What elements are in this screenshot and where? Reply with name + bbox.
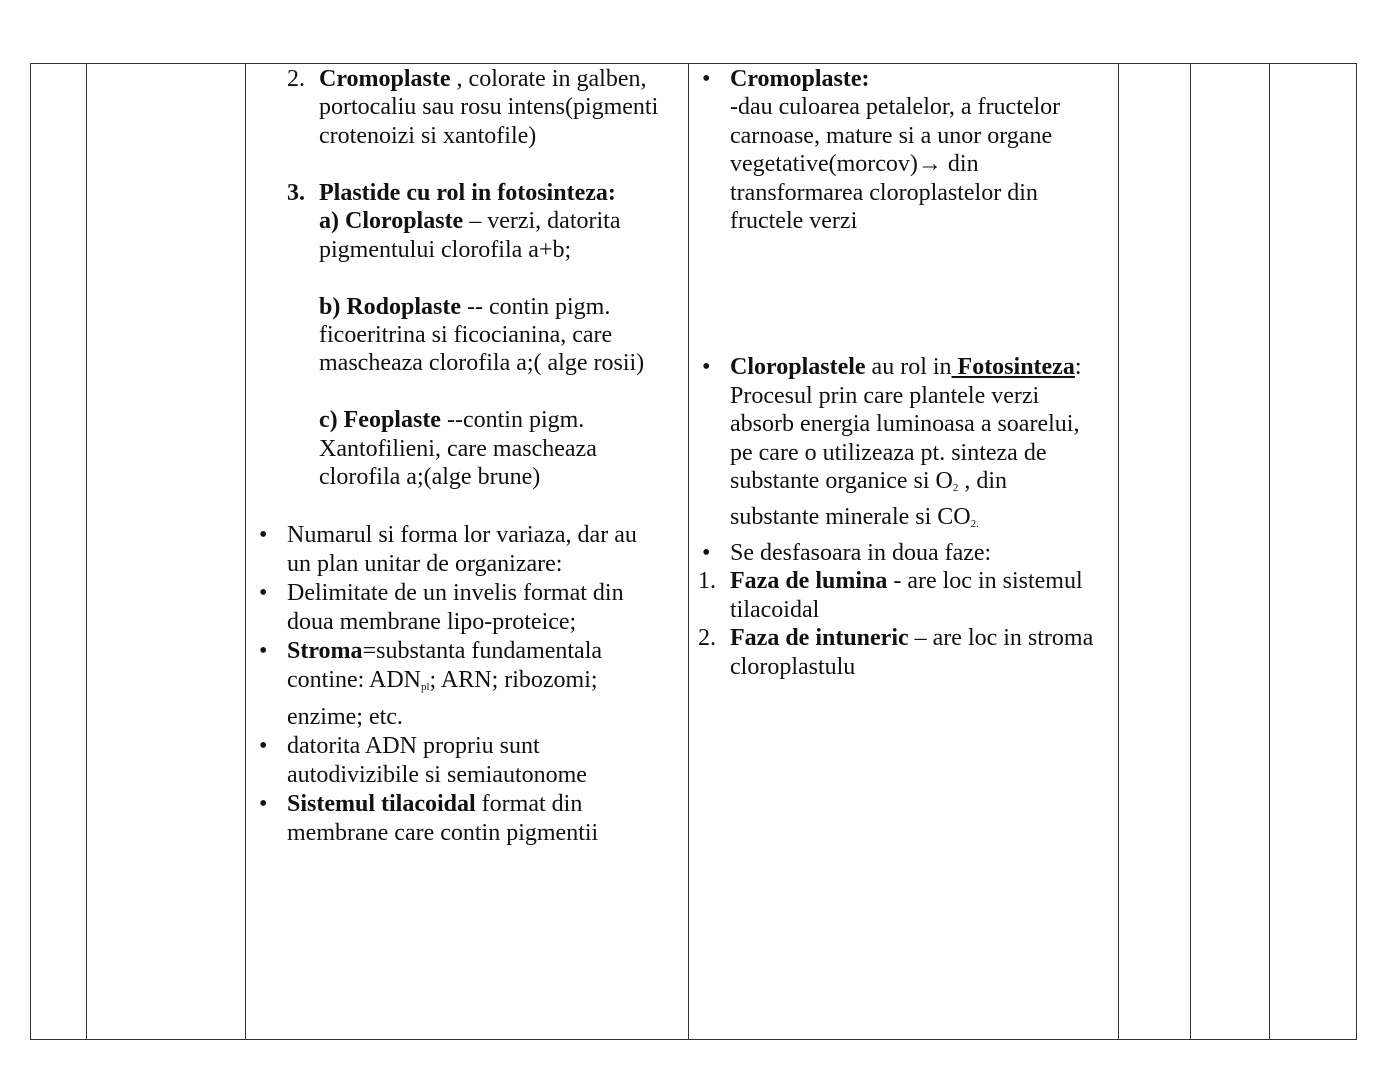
bullet-icon: • xyxy=(259,790,268,817)
bullet-icon: • xyxy=(702,66,711,92)
text: : xyxy=(1074,354,1082,380)
text: carnoase, mature si a unor organe xyxy=(730,122,1053,149)
text: ; ARN; ribozomi; xyxy=(429,667,598,694)
list-item xyxy=(698,624,1094,681)
text: crotenoizi si xantofile) xyxy=(319,122,537,149)
text: absorb energia luminoasa a soarelui, xyxy=(730,411,1080,438)
item-plastide-fotosinteza xyxy=(287,179,645,491)
text: Se desfasoara in doua faze: xyxy=(730,539,992,566)
term: Cromoplaste: xyxy=(730,66,870,92)
text: transformarea cloroplastelor din xyxy=(730,179,1038,206)
list-item xyxy=(259,790,637,848)
list-item xyxy=(259,521,637,579)
text: un plan unitar de organizare: xyxy=(287,551,563,578)
text: – verzi, datorita xyxy=(463,208,621,235)
text: ficoeritrina si ficocianina, care xyxy=(319,321,613,348)
text: tilacoidal xyxy=(730,596,820,623)
cromoplaste-note xyxy=(702,65,1061,235)
text: doua membrane lipo-proteice; xyxy=(287,609,577,636)
bullet-icon: • xyxy=(259,638,268,665)
subscript: pl xyxy=(420,681,430,694)
column-divider xyxy=(1118,63,1119,1040)
term: b) Rodoplaste xyxy=(319,293,462,320)
list-item xyxy=(702,353,1093,539)
column-divider xyxy=(1269,63,1270,1040)
list-item xyxy=(259,732,637,790)
text: , din xyxy=(958,468,1008,495)
text: contine: ADN xyxy=(287,667,421,694)
bullet-icon: • xyxy=(259,522,268,548)
text: format din xyxy=(475,790,583,817)
list-number: 3. xyxy=(287,180,305,206)
text: substante minerale si CO xyxy=(730,503,971,530)
term: Cromoplaste xyxy=(319,66,451,92)
list-item xyxy=(702,539,1093,568)
term: c) Feoplaste xyxy=(319,407,441,434)
heading: Plastide cu rol in fotosinteza: xyxy=(319,180,616,206)
item-cromoplaste xyxy=(287,65,659,150)
text: Numarul si forma lor variaza, dar au xyxy=(287,522,637,548)
text: Xantofilieni, care mascheaza xyxy=(319,435,597,462)
text: - are loc in sistemul xyxy=(887,568,1083,595)
text: pigmentului clorofila a+b; xyxy=(319,236,572,263)
text: mascheaza clorofila a;( alge rosii) xyxy=(319,350,645,377)
text: – are loc in stroma xyxy=(908,625,1094,652)
bullet-icon: • xyxy=(702,539,711,566)
term: Faza de intuneric xyxy=(730,625,909,652)
text: datorita ADN propriu sunt xyxy=(287,732,540,759)
term: Sistemul tilacoidal xyxy=(287,790,476,817)
text: substante organice si O xyxy=(730,468,953,495)
list-number: 1. xyxy=(698,568,716,595)
text: vegetative(morcov)→ din xyxy=(730,151,979,178)
text: membrane care contin pigmentii xyxy=(287,819,599,846)
cloroplaste-note xyxy=(698,353,1094,682)
column-divider xyxy=(688,63,689,1040)
text: Delimitate de un invelis format din xyxy=(287,580,624,607)
column-divider xyxy=(86,63,87,1040)
term-underlined: Fotosinteza xyxy=(951,354,1075,380)
list-item xyxy=(259,637,637,731)
column-divider xyxy=(245,63,246,1040)
text: --contin pigm. xyxy=(440,407,585,434)
list-number: 2. xyxy=(698,625,716,652)
text: pe care o utilizeaza pt. sinteza de xyxy=(730,439,1047,466)
text: -- contin pigm. xyxy=(461,293,611,320)
text: =substanta fundamentala xyxy=(362,638,603,665)
text: Procesul prin care plantele verzi xyxy=(730,382,1040,409)
bullet-icon: • xyxy=(259,732,268,759)
text: au rol in xyxy=(865,354,952,380)
subscript: 2. xyxy=(970,517,979,530)
list-number: 2. xyxy=(287,66,305,92)
text: cloroplastulu xyxy=(730,653,856,680)
text: autodivizibile si semiautonome xyxy=(287,761,587,788)
term: Faza de lumina xyxy=(730,568,888,595)
table-border xyxy=(30,63,1357,1040)
term: Cloroplastele xyxy=(730,354,866,380)
list-item xyxy=(698,567,1093,624)
bullet-icon: • xyxy=(702,354,711,380)
column-divider xyxy=(1190,63,1191,1040)
text: enzime; etc. xyxy=(287,703,403,730)
bullet-list xyxy=(259,521,637,848)
subscript: 2 xyxy=(952,482,959,495)
text: , colorate in galben, xyxy=(450,66,647,92)
text: fructele verzi xyxy=(730,207,858,234)
term: a) Cloroplaste xyxy=(319,208,464,235)
term: Stroma xyxy=(287,638,363,665)
text: portocaliu sau rosu intens(pigmenti xyxy=(319,94,659,121)
text: -dau culoarea petalelor, a fructelor xyxy=(730,94,1061,121)
list-item xyxy=(259,579,637,637)
bullet-icon: • xyxy=(259,580,268,607)
text: clorofila a;(alge brune) xyxy=(319,463,541,490)
